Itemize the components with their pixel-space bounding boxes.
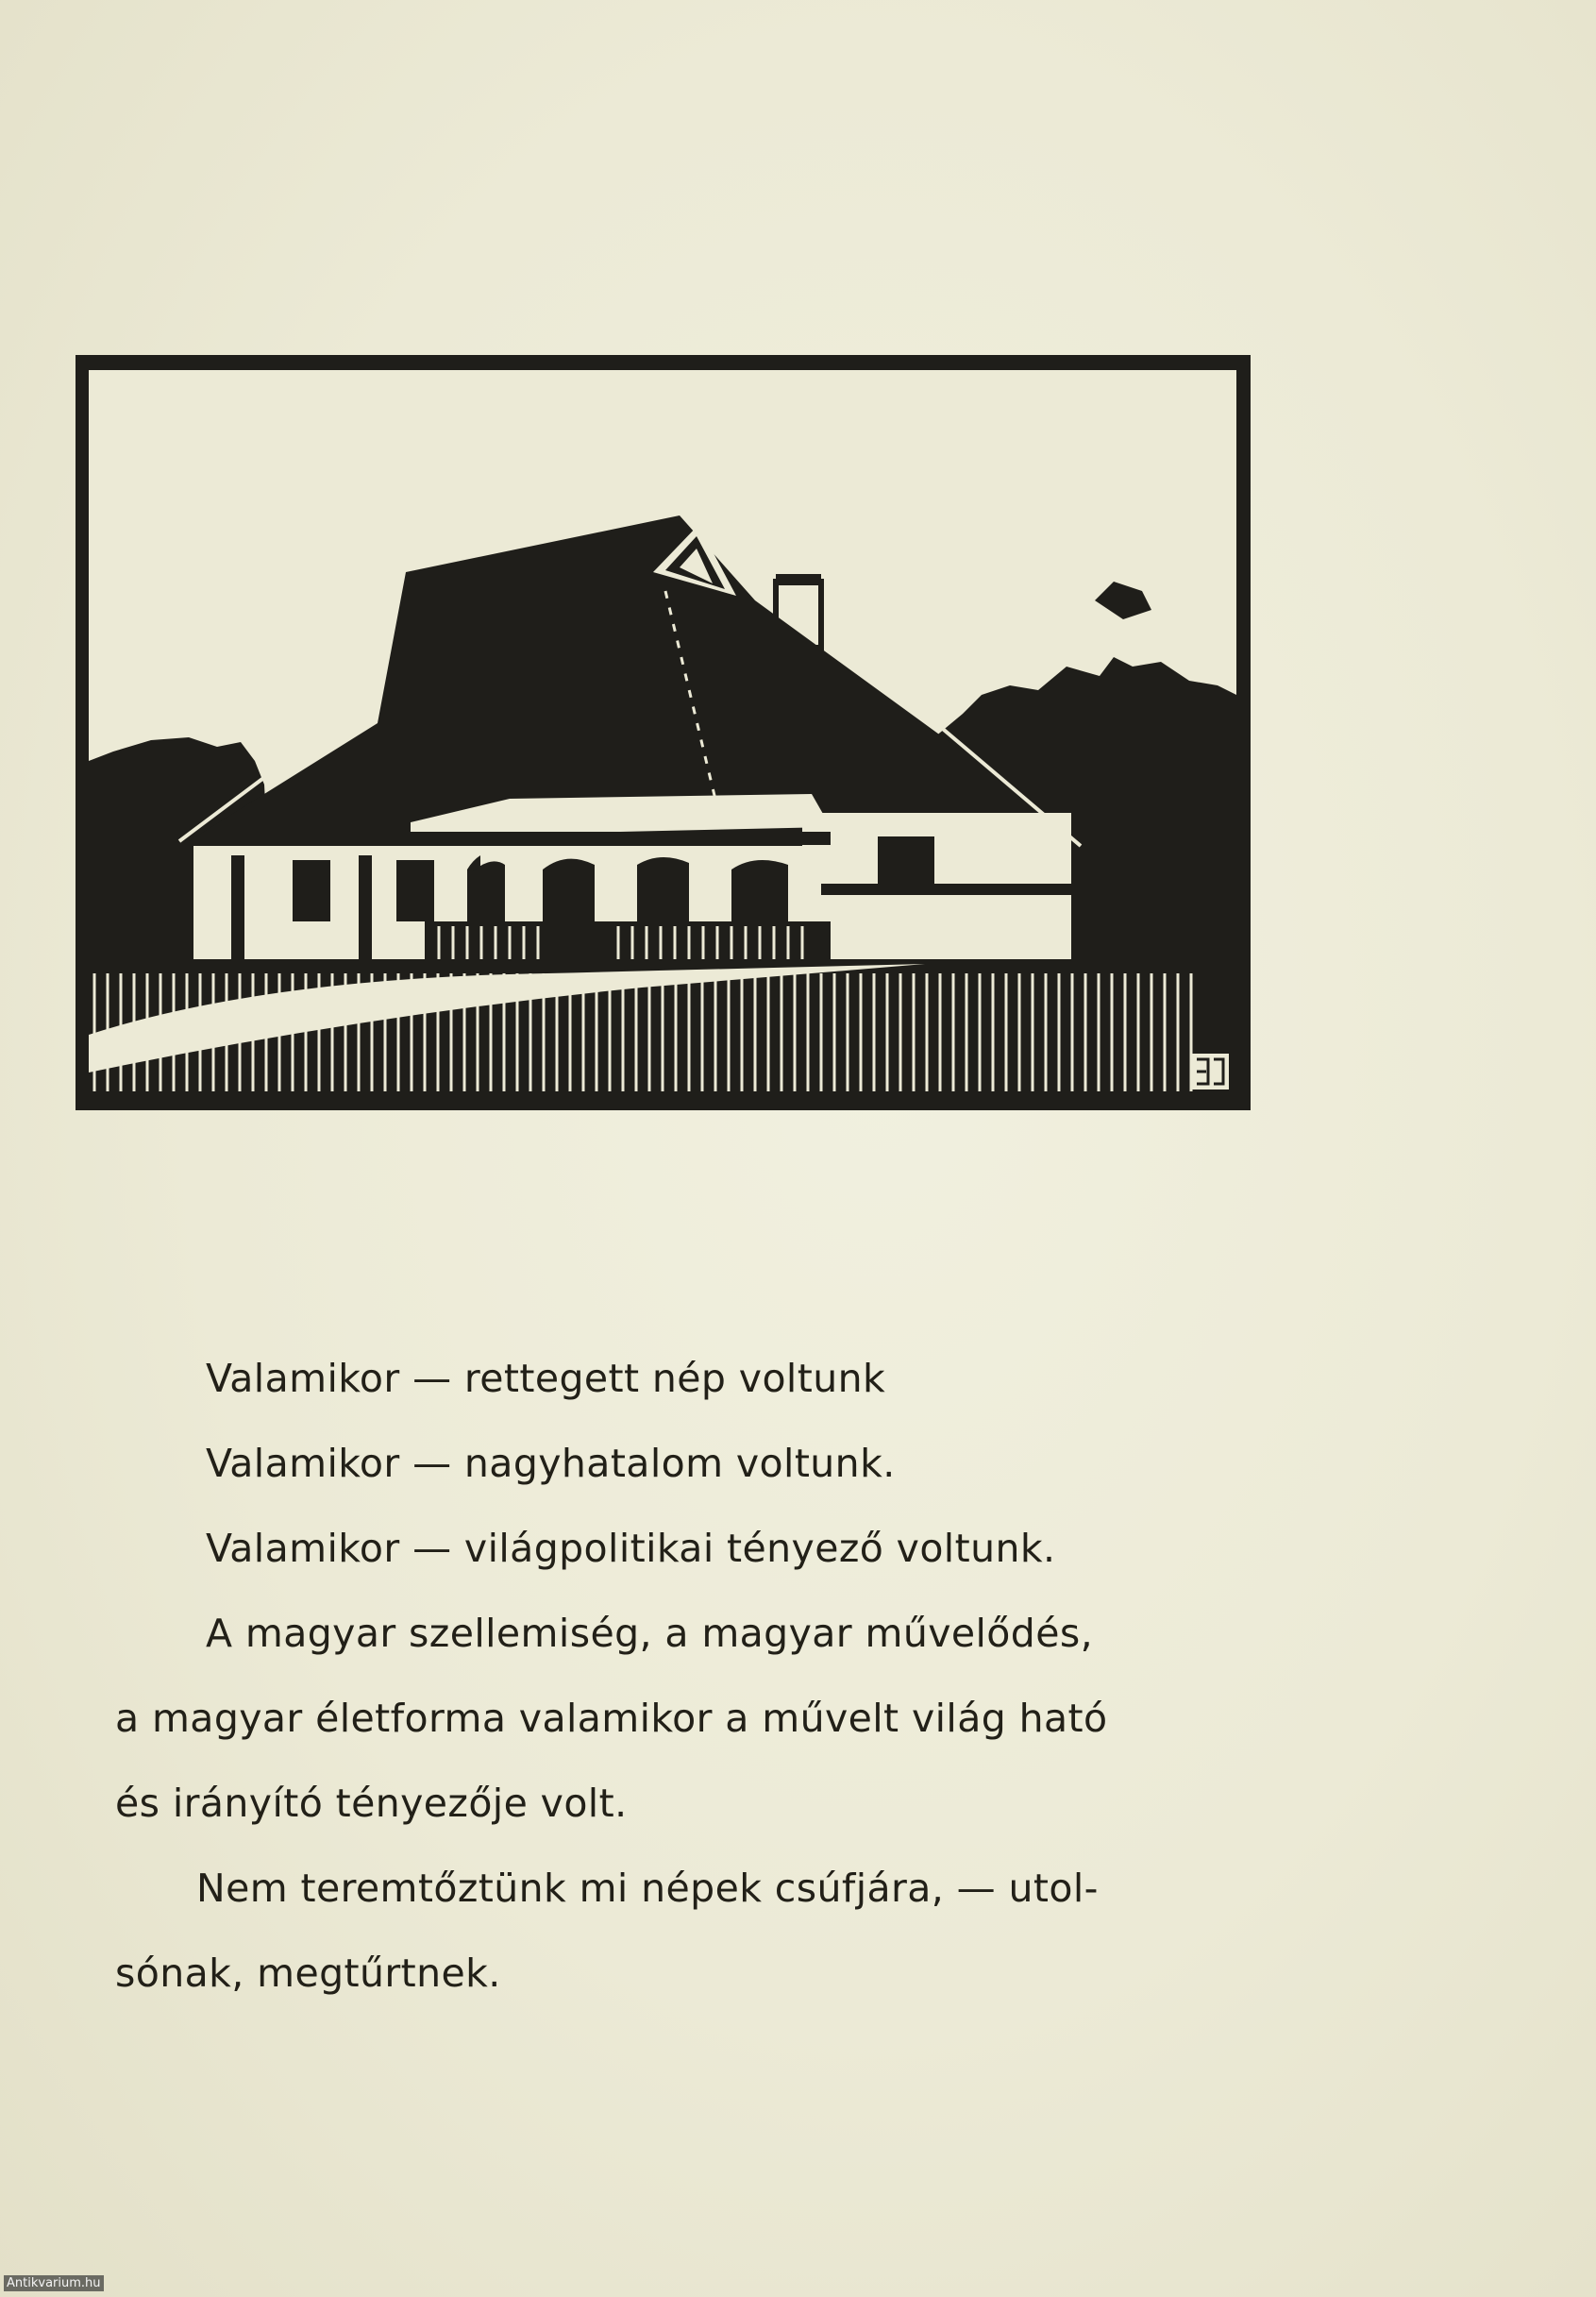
- text-line-6: és irányító tényezője volt.: [115, 1781, 628, 1826]
- text-line-5: a magyar életforma valamikor a művelt világ ható: [115, 1696, 1108, 1741]
- watermark-label: Antikvarium.hu: [4, 2275, 104, 2291]
- text-line-3: Valamikor — világpolitikai tényező voltunk.: [206, 1526, 1056, 1571]
- house-woodcut-image: [76, 355, 1251, 1110]
- text-line-8: sónak, megtűrtnek.: [115, 1951, 501, 1996]
- text-line-1: Valamikor — rettegett nép voltunk: [206, 1356, 886, 1401]
- text-line-2: Valamikor — nagyhatalom voltunk.: [206, 1441, 896, 1486]
- text-line-7: Nem teremtőztünk mi népek csúfjára, — utol-: [196, 1866, 1099, 1911]
- woodcut-illustration: [76, 355, 1251, 1110]
- text-line-4: A magyar szellemiség, a magyar művelődés,: [206, 1611, 1094, 1656]
